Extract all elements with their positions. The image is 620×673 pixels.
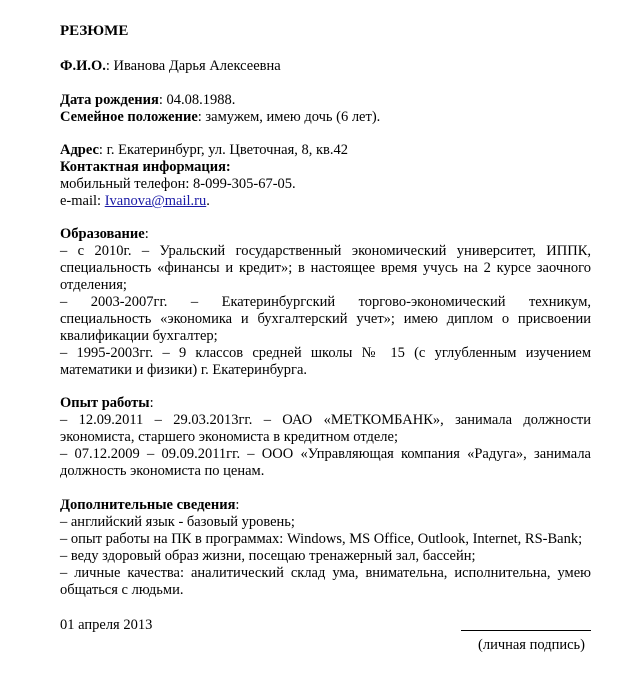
- family-label: Семейное положение: [60, 109, 198, 125]
- experience-line: – 12.09.2011 – 29.03.2013гг. – ОАО «МЕТКОМБАНК», занимала должности: [60, 412, 591, 428]
- contacts-label: Контактная информация: [60, 159, 226, 175]
- fio-value: Иванова Дарья Алексеевна: [113, 58, 281, 74]
- signature-caption: (личная подпись): [478, 637, 585, 653]
- family-row: Семейное положение: замужем, имею дочь (6 лет).: [60, 109, 381, 125]
- email-link[interactable]: Ivanova@mail.ru: [104, 193, 207, 209]
- experience-line: – 07.12.2009 – 09.09.2011гг. – ООО «Управляющая компания «Радуга», занимала: [60, 446, 591, 462]
- address-value: г. Екатеринбург, ул. Цветочная, 8, кв.42: [106, 142, 349, 158]
- additional-line: общаться с людьми.: [60, 582, 184, 598]
- resume-title: РЕЗЮМЕ: [60, 23, 129, 39]
- education-line: – 1995-2003гг. – 9 классов средней школы № 15 (с углубленным изучением: [60, 345, 591, 361]
- birth-value: 04.08.1988.: [166, 92, 236, 108]
- phone-row: [60, 175, 296, 193]
- experience-heading: Опыт работы:: [60, 395, 154, 411]
- birth-row: Дата рождения: 04.08.1988.: [60, 92, 236, 108]
- additional-line: – веду здоровый образ жизни, посещаю тренажерный зал, бассейн;: [60, 548, 476, 564]
- email-label: e-mail:: [60, 193, 102, 209]
- document-date: 01 апреля 2013: [60, 617, 153, 633]
- additional-line: – личные качества: аналитический склад ума, внимательна, исполнительна, умею: [60, 565, 591, 581]
- fio-label: Ф.И.О.: [60, 58, 106, 74]
- education-line: специальность «финансы и кредит»; в настоящее время учусь на 2 курсе заочного: [60, 260, 591, 276]
- education-line: – 2003-2007гг. – Екатеринбургский торгово-экономический техникум,: [60, 294, 591, 310]
- fio-row: Ф.И.О.: Иванова Дарья Алексеевна: [60, 58, 281, 74]
- signature-line: [461, 630, 591, 631]
- family-value: замужем, имею дочь (6 лет).: [205, 109, 381, 125]
- education-heading: Образование:: [60, 226, 149, 242]
- education-line: отделения;: [60, 277, 127, 293]
- experience-label: Опыт работы: [60, 395, 150, 411]
- additional-label: Дополнительные сведения: [60, 497, 236, 513]
- phone-value: 8-099-305-67-05.: [192, 176, 296, 192]
- phone-label: мобильный телефон:: [60, 176, 190, 192]
- experience-line: должность экономиста по ценам.: [60, 463, 265, 479]
- birth-label: Дата рождения: [60, 92, 159, 108]
- address-label: Адрес: [60, 142, 99, 158]
- address-row: Адрес: г. Екатеринбург, ул. Цветочная, 8, кв.42: [60, 142, 349, 158]
- contacts-row: Контактная информация:: [60, 159, 231, 175]
- education-label: Образование: [60, 226, 145, 242]
- additional-heading: Дополнительные сведения:: [60, 497, 240, 513]
- education-line: – с 2010г. – Уральский государственный экономический университет, ИППК,: [60, 243, 591, 259]
- additional-line: – английский язык - базовый уровень;: [60, 514, 295, 530]
- additional-line: – опыт работы на ПК в программах: Windows, MS Office, Outlook, Internet, RS-Bank;: [60, 531, 583, 547]
- email-row: e-mail: Ivanova@mail.ru.: [60, 193, 210, 209]
- education-line: математики и физики) г. Екатеринбурга.: [60, 362, 308, 378]
- education-line: специальность «экономика и бухгалтерский учет»; имею диплом о присвоении: [60, 311, 591, 327]
- education-line: квалификации бухгалтер;: [60, 328, 218, 344]
- experience-line: экономиста, старшего экономиста в кредитном отделе;: [60, 429, 398, 445]
